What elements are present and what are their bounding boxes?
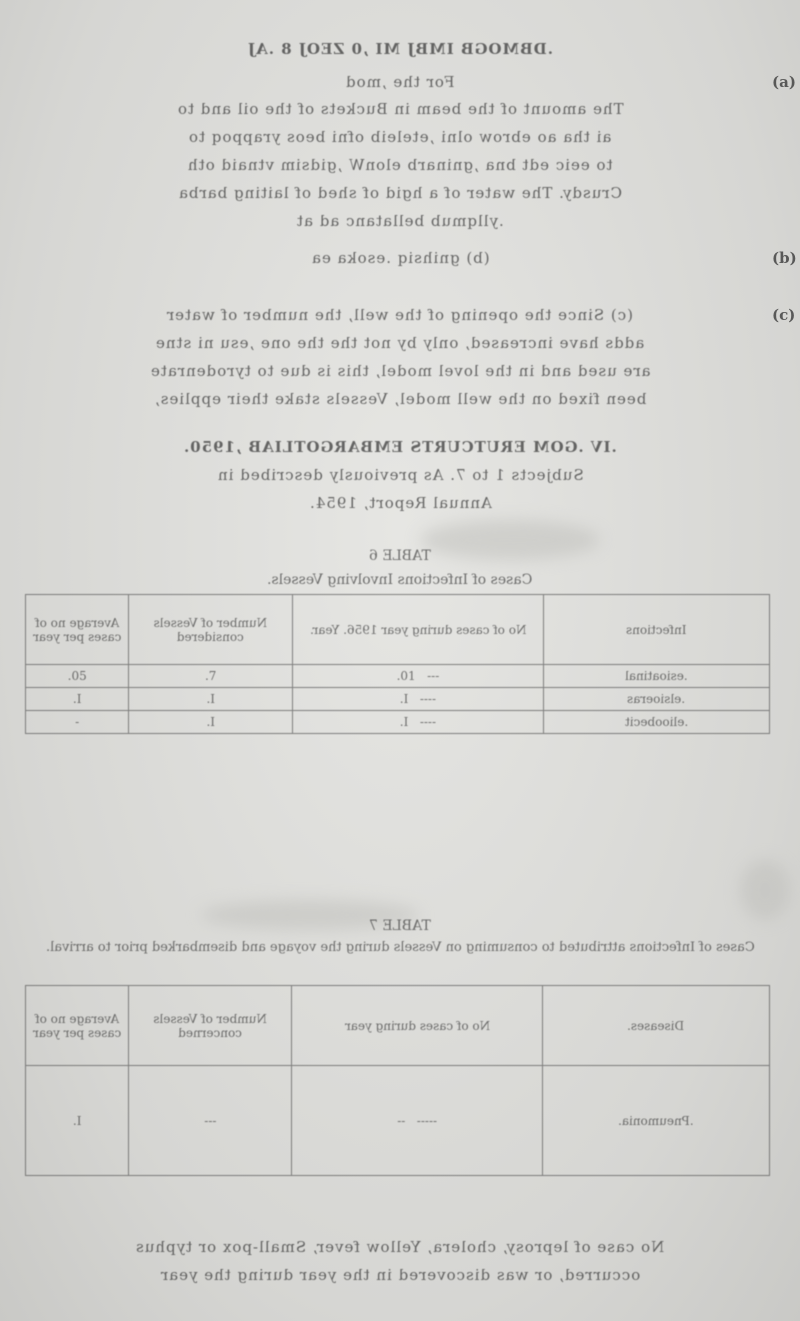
table1-caption: Cases of Infections Involving Vessels. [267, 572, 533, 588]
table1-title: TABLE 6 [369, 548, 431, 564]
table2-title: TABLE 7 [369, 918, 431, 934]
subline-2: Annual Report, 1954. [308, 494, 492, 512]
table1-cell: .elioobecit [543, 711, 769, 734]
table1-row [26, 688, 770, 711]
table1-cell: - [26, 711, 129, 734]
table1-cell: .7 [129, 665, 293, 688]
table2-header-1: Diseases. [542, 986, 769, 1066]
table2-cell: .I [26, 1066, 129, 1176]
table2 [25, 985, 770, 1176]
para-a-line-5: Crusdy. The water of a hgid of shed of laiting barba [177, 184, 622, 202]
para-a-line-6: .yllqmub bellatanc ad at [296, 212, 504, 230]
table2-cell: -- ----- [292, 1066, 542, 1176]
para-c-line-4: been fixed on the well model, Vessels stake their epplies, [153, 390, 647, 408]
table1-cell: .05 [26, 665, 129, 688]
subheading: .IV .GOM ERUTCURTS EMBARGOTLIAB ,1950. [183, 438, 617, 456]
table2-header-2: No of cases during year [292, 986, 542, 1066]
table1-row [26, 711, 770, 734]
table1-cell: .I [26, 688, 129, 711]
table1-cell: .esioatinal [543, 665, 769, 688]
para-a-line-3: ai tha ao ebrow olni ,eteleib ofni beos yrappoq to [188, 128, 612, 146]
subline-1: Subjects 1 to 7. As previously described in [216, 466, 584, 484]
para-a-line-2: The amount of the beam in Buckets of the oil and to [176, 100, 624, 118]
footer-line-2: occurred, or was discovered in the year during the year [159, 1266, 641, 1284]
table1-row [26, 665, 770, 688]
table1-header-4: Average no of cases per year [26, 595, 129, 665]
label-c: (c) [772, 306, 796, 324]
table1-cell: .I ---- [293, 711, 544, 734]
footer-line-1: No case of leprosy, cholera, Yellow fever, Small-pox or typhus [135, 1238, 665, 1256]
para-b: (b) gnihsiq .esoka ea [310, 249, 490, 267]
table1 [25, 594, 770, 734]
para-a-line-1: For the ,mod [345, 73, 455, 91]
table1-header-2: No of cases during year 1956. Year. [293, 595, 544, 665]
table2-header-3: Number of Vessels concerned [129, 986, 292, 1066]
table2-caption: Cases of Infections attributed to consuming on Vessels during the voyage and disembarked prior to arrival. [45, 940, 755, 955]
para-c-line-1: (c) Since the opening of the well, the number of water [166, 306, 634, 324]
label-a: (a) [772, 73, 796, 91]
document-header: .DBMOGB IMBJ MI ,0 ZEOJ 8 .AJ [246, 40, 554, 58]
para-a-line-4: to eeic edt bna ,gninarb elonW ,gidsim vtnaid oth [187, 156, 613, 174]
label-b: (b) [772, 249, 797, 267]
table1-header-3: Number of Vessels considered [129, 595, 293, 665]
table2-row [26, 1066, 770, 1176]
table2-cell: .Pneumonia. [542, 1066, 769, 1176]
table1-cell: .I [129, 711, 293, 734]
table1-header-1: Infections [543, 595, 769, 665]
stain [740, 860, 790, 920]
table1-cell: .I ---- [293, 688, 544, 711]
table2-cell: --- [129, 1066, 292, 1176]
table2-header-4: Average no of cases per year [26, 986, 129, 1066]
table1-cell: .I [129, 688, 293, 711]
table1-cell: .01 --- [293, 665, 544, 688]
para-c-line-2: adds have increased, only by not the the one ,esu ni stne [155, 334, 645, 352]
table1-cell: .elsioeras [543, 688, 769, 711]
para-c-line-3: are used and in the lovel model, this is due to tyrodenrate [149, 362, 651, 380]
